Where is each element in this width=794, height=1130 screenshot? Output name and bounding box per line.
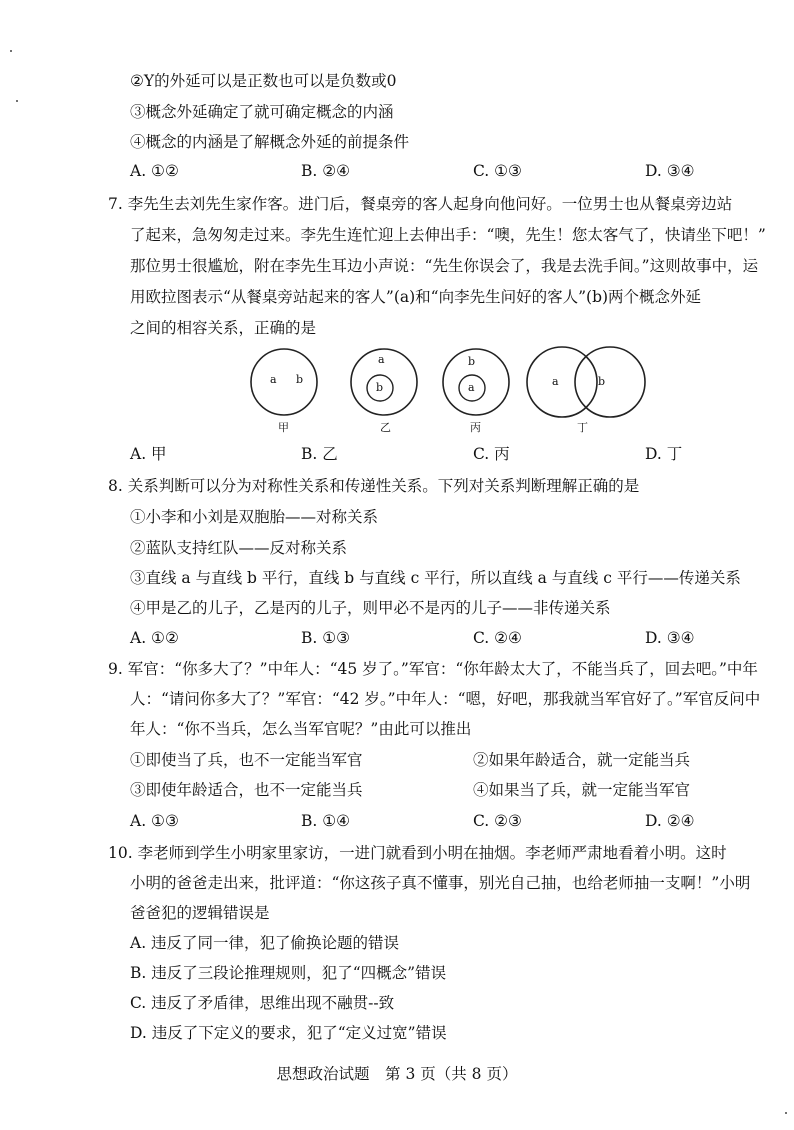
diagram-yi-label-inner: b [376, 381, 384, 394]
scan-speck [785, 1112, 787, 1114]
q9-statement-2: ②如果年龄适合，就一定能当兵 [473, 751, 691, 769]
q7-option-c: C. 丙 [473, 445, 510, 463]
q8-statement-3: ③直线 a 与直线 b 平行，直线 b 与直线 c 平行，所以直线 a 与直线 c 平行——传递关系 [130, 569, 741, 587]
q9-option-a: A. ①③ [130, 812, 179, 830]
q7-stem-line-1: 7. 李先生去刘先生家作客。进门后，餐桌旁的客人起身向他问好。一位男士也从餐桌旁边站 [108, 195, 733, 213]
euler-diagram-bing [440, 346, 512, 418]
diagram-jia-label-a: a [270, 373, 277, 386]
q10-stem-line-3: 爸爸犯的逻辑错误是 [130, 904, 270, 922]
q8-option-a: A. ①② [130, 629, 179, 647]
diagram-bing-label-inner: a [468, 381, 475, 394]
euler-diagram-ding [524, 344, 650, 420]
scan-speck [10, 50, 12, 52]
q10-option-d: D. 违反了下定义的要求，犯了“定义过宽”错误 [130, 1024, 447, 1042]
q10-stem-line-1: 10. 李老师到学生小明家里家访，一进门就看到小明在抽烟。李老师严肃地看着小明。这时 [108, 844, 727, 862]
diagram-ding-label-b: b [598, 375, 606, 388]
q7-option-d: D. 丁 [645, 445, 683, 463]
euler-diagram-jia [248, 346, 320, 418]
q8-stem: 8. 关系判断可以分为对称性关系和传递性关系。下列对关系判断理解正确的是 [108, 477, 640, 495]
page-footer: 思想政治试题 第 3 页（共 8 页） [276, 1065, 518, 1083]
q10-option-c: C. 违反了矛盾律，思维出现不融贯--致 [130, 994, 395, 1012]
q6-option-d: D. ③④ [645, 162, 695, 180]
q6-option-b: B. ②④ [301, 162, 351, 180]
q6-statement-3: ③概念外延确定了就可确定概念的内涵 [130, 103, 394, 121]
q8-option-c: C. ②④ [473, 629, 522, 647]
q7-stem-line-2: 了起来，急匆匆走过来。李先生连忙迎上去伸出手：“噢，先生！您太客气了，快请坐下吧！” [130, 226, 766, 244]
q9-stem-line-1: 9. 军官：“你多大了？”中年人：“45 岁了。”军官：“你年龄太大了，不能当兵了，回去吧。”中年 [108, 660, 758, 678]
q9-statement-3: ③即使年龄适合，也不一定能当兵 [130, 781, 363, 799]
q6-statement-4: ④概念的内涵是了解概念外延的前提条件 [130, 133, 410, 151]
diagram-bing-label-outer: b [468, 355, 476, 368]
q6-option-a: A. ①② [130, 162, 179, 180]
q7-stem-line-5: 之间的相容关系，正确的是 [130, 319, 317, 337]
q8-statement-1: ①小李和小刘是双胞胎——对称关系 [130, 508, 379, 526]
q9-option-c: C. ②③ [473, 812, 522, 830]
q10-option-a: A. 违反了同一律，犯了偷换论题的错误 [130, 934, 400, 952]
q7-option-b: B. 乙 [301, 445, 338, 463]
q6-option-c: C. ①③ [473, 162, 522, 180]
diagram-jia-label-b: b [296, 373, 304, 386]
q10-stem-line-2: 小明的爸爸走出来，批评道：“你这孩子真不懂事，别光自己抽，也给老师抽一支啊！”小明 [130, 874, 751, 892]
diagram-jia-caption: 甲 [278, 421, 289, 434]
diagram-yi-caption: 乙 [380, 421, 391, 434]
diagram-bing-caption: 丙 [470, 421, 481, 434]
q8-option-d: D. ③④ [645, 629, 695, 647]
q9-statement-4: ④如果当了兵，就一定能当军官 [473, 781, 691, 799]
q7-stem-line-3: 那位男士很尴尬，附在李先生耳边小声说：“先生你误会了，我是去洗手间。”这则故事中，运 [130, 257, 759, 275]
q8-statement-4: ④甲是乙的儿子，乙是丙的儿子，则甲必不是丙的儿子——非传递关系 [130, 599, 611, 617]
q6-statement-2: ②Y的外延可以是正数也可以是负数或0 [130, 72, 397, 90]
q8-statement-2: ②蓝队支持红队——反对称关系 [130, 539, 348, 557]
diagram-ding-label-a: a [552, 375, 559, 388]
euler-diagrams [240, 340, 660, 440]
q9-statement-1: ①即使当了兵，也不一定能当军官 [130, 751, 363, 769]
diagram-ding-caption: 丁 [577, 421, 588, 434]
q9-option-d: D. ②④ [645, 812, 695, 830]
q7-stem-line-4: 用欧拉图表示“从餐桌旁站起来的客人”(a)和“向李先生问好的客人”(b)两个概念外延 [130, 288, 702, 306]
q7-option-a: A. 甲 [130, 445, 167, 463]
q10-option-b: B. 违反了三段论推理规则，犯了“四概念”错误 [130, 964, 447, 982]
q9-stem-line-2: 人：“请问你多大了？”军官：“42 岁。”中年人：“嗯，好吧，那我就当军官好了。”军官反问中 [130, 690, 761, 708]
q9-stem-line-3: 年人：“你不当兵，怎么当军官呢？”由此可以推出 [130, 720, 472, 738]
q9-option-b: B. ①④ [301, 812, 351, 830]
q8-option-b: B. ①③ [301, 629, 351, 647]
scan-speck [16, 100, 18, 102]
diagram-yi-label-outer: a [378, 353, 385, 366]
